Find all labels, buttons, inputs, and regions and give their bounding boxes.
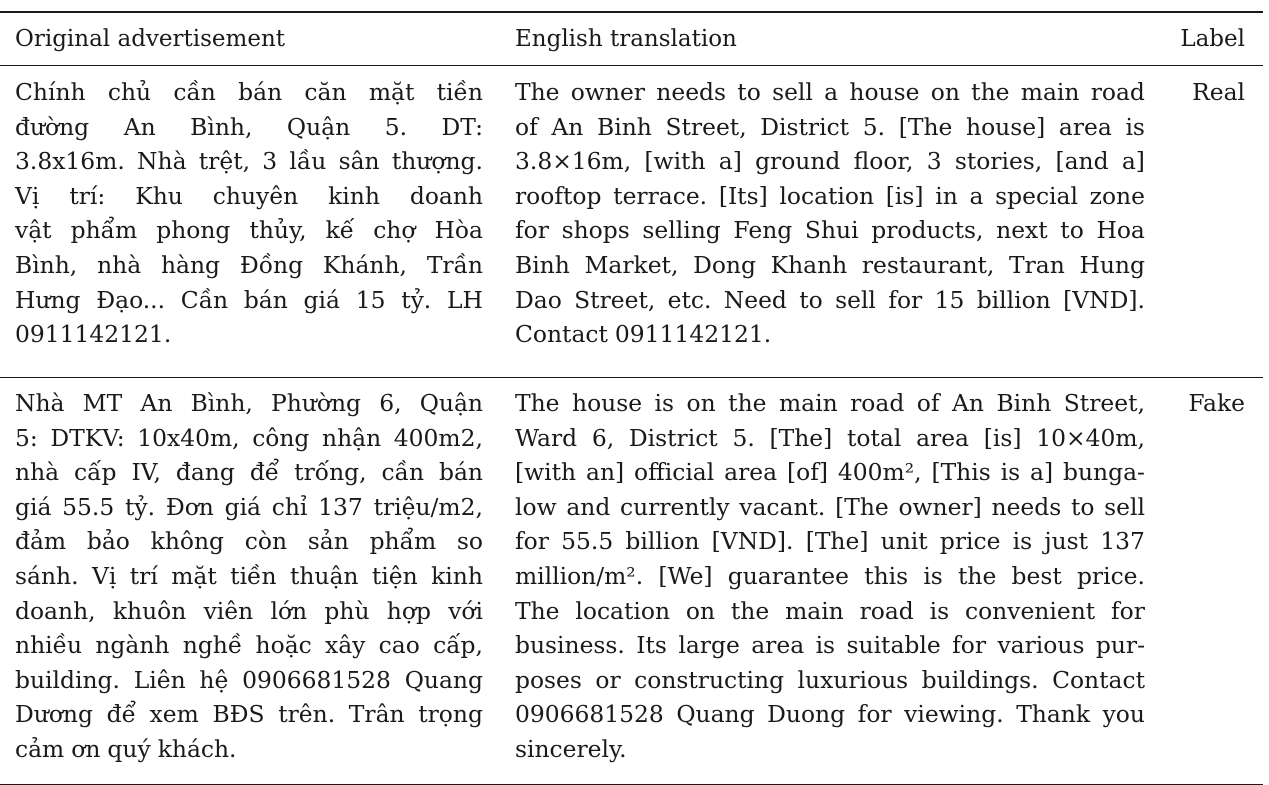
- text-line: 3.8×16m, [with a] ground floor, 3 stories, [and a]: [515, 147, 1145, 176]
- ad-translation-table: [0, 11, 1263, 785]
- text-line: doanh, khuôn viên lớn phù hợp với: [15, 596, 483, 625]
- text-line: million/m². [We] guarantee this is the best price.: [515, 561, 1145, 590]
- text-line: poses or constructing luxurious buildings. Contact: [515, 665, 1145, 694]
- original-ad-text: [15, 75, 483, 352]
- text-line: sánh. Vị trí mặt tiền thuận tiện kinh: [15, 561, 483, 590]
- header-label: Label: [1180, 26, 1245, 52]
- header-translation: English translation: [515, 26, 737, 52]
- text-line: 0911142121.: [15, 320, 172, 349]
- text-line: 0906681528 Quang Duong for viewing. Thank you: [515, 700, 1145, 729]
- table-row: [0, 378, 1263, 784]
- text-line: vật phẩm phong thủy, kế chợ Hòa: [15, 216, 483, 245]
- text-line: đảm bảo không còn sản phẩm so: [15, 527, 483, 556]
- text-line: Contact 0911142121.: [515, 320, 772, 349]
- table-row: [0, 66, 1263, 377]
- text-line: for shops selling Feng Shui products, next to Hoa: [515, 216, 1145, 245]
- text-line: Vị trí: Khu chuyên kinh doanh: [15, 181, 483, 210]
- text-line: nhà cấp IV, đang để trống, cần bán: [15, 458, 483, 487]
- text-line: Hưng Đạo... Cần bán giá 15 tỷ. LH: [15, 285, 483, 314]
- text-line: Nhà MT An Bình, Phường 6, Quận: [15, 389, 483, 417]
- text-line: Bình, nhà hàng Đồng Khánh, Trần: [15, 250, 483, 279]
- text-line: 5: DTKV: 10x40m, công nhận 400m2,: [15, 423, 483, 452]
- text-line: Binh Market, Dong Khanh restaurant, Tran Hung: [515, 250, 1145, 279]
- table-header-row: [0, 13, 1263, 65]
- text-line: building. Liên hệ 0906681528 Quang: [15, 665, 483, 694]
- translation-text: [515, 386, 1145, 767]
- header-original: Original advertisement: [15, 26, 286, 52]
- text-line: of An Binh Street, District 5. [The house] area is: [515, 112, 1145, 141]
- text-line: Dao Street, etc. Need to sell for 15 billion [VND].: [515, 285, 1145, 314]
- text-line: The house is on the main road of An Binh Street,: [515, 389, 1145, 417]
- text-line: sincerely.: [515, 734, 627, 763]
- text-line: The owner needs to sell a house on the main road: [515, 78, 1145, 106]
- original-ad-text: [15, 386, 483, 767]
- text-line: nhiều ngành nghề hoặc xây cao cấp,: [15, 631, 483, 660]
- text-line: Dương để xem BĐS trên. Trân trọng: [15, 700, 483, 729]
- text-line: Ward 6, District 5. [The] total area [is] 10×40m,: [515, 423, 1145, 452]
- text-line: for 55.5 billion [VND]. [The] unit price is just 137: [515, 527, 1145, 556]
- text-line: [with an] official area [of] 400m², [This is a] bunga-: [515, 458, 1145, 487]
- text-line: business. Its large area is suitable for various pur-: [515, 631, 1145, 660]
- text-line: cảm ơn quý khách.: [15, 734, 237, 763]
- row-label: Real: [1192, 78, 1245, 106]
- text-line: The location on the main road is convenient for: [515, 596, 1145, 625]
- text-line: đường An Bình, Quận 5. DT:: [15, 112, 483, 141]
- text-line: giá 55.5 tỷ. Đơn giá chỉ 137 triệu/m2,: [15, 492, 483, 521]
- text-line: rooftop terrace. [Its] location [is] in a special zone: [515, 181, 1145, 210]
- text-line: 3.8x16m. Nhà trệt, 3 lầu sân thượng.: [15, 147, 483, 176]
- translation-text: [515, 75, 1145, 352]
- row-label: Fake: [1188, 389, 1245, 417]
- text-line: low and currently vacant. [The owner] needs to sell: [515, 492, 1145, 521]
- text-line: Chính chủ cần bán căn mặt tiền: [15, 78, 483, 106]
